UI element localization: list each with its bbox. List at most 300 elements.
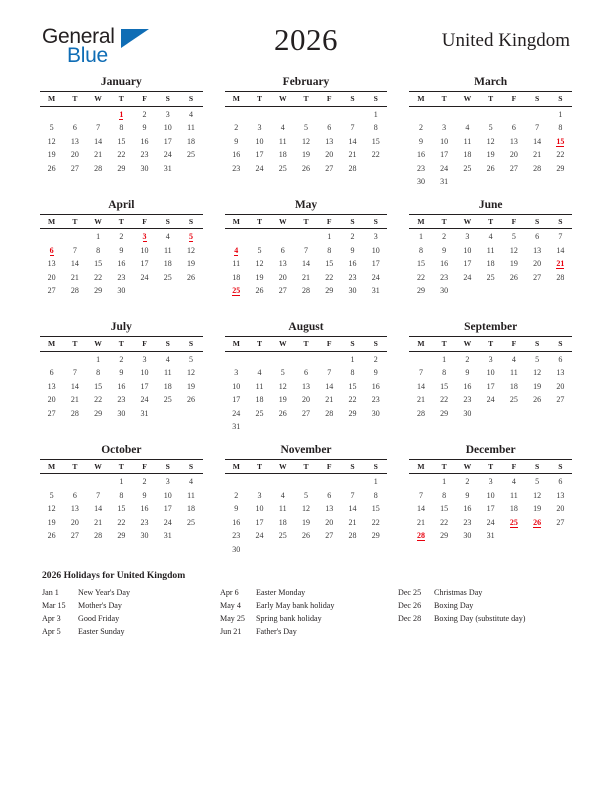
day-cell[interactable] [156, 487, 179, 500]
day-cell[interactable] [86, 147, 109, 160]
day-cell[interactable] [179, 501, 202, 514]
day-cell[interactable] [549, 120, 572, 133]
day-cell[interactable] [318, 365, 341, 378]
day-cell[interactable] [502, 160, 525, 173]
day-cell[interactable] [110, 283, 133, 296]
day-cell[interactable] [225, 487, 248, 500]
day-cell[interactable] [248, 378, 271, 391]
day-cell[interactable] [271, 147, 294, 160]
day-cell[interactable] [40, 392, 63, 405]
day-cell[interactable] [63, 120, 86, 133]
day-cell[interactable] [549, 351, 572, 365]
day-cell[interactable] [318, 133, 341, 146]
day-cell[interactable] [526, 378, 549, 391]
day-cell[interactable] [225, 501, 248, 514]
day-cell[interactable] [456, 528, 479, 541]
day-cell[interactable] [479, 487, 502, 500]
day-cell[interactable] [225, 392, 248, 405]
day-cell[interactable] [409, 242, 432, 255]
day-cell[interactable] [364, 528, 387, 541]
day-cell[interactable] [364, 120, 387, 133]
day-cell[interactable] [364, 283, 387, 296]
day-cell[interactable] [156, 147, 179, 160]
day-cell[interactable] [409, 405, 432, 418]
day-cell[interactable] [433, 242, 456, 255]
day-cell[interactable] [133, 106, 156, 120]
day-cell[interactable] [456, 133, 479, 146]
day-cell[interactable] [318, 514, 341, 527]
day-cell[interactable] [456, 514, 479, 527]
day-cell[interactable] [248, 147, 271, 160]
day-cell[interactable] [156, 229, 179, 243]
day-cell[interactable] [248, 283, 271, 296]
day-cell[interactable] [433, 147, 456, 160]
day-cell[interactable] [526, 269, 549, 282]
day-cell[interactable] [40, 378, 63, 391]
day-cell[interactable] [294, 392, 317, 405]
day-cell-holiday[interactable] [225, 242, 248, 255]
day-cell[interactable] [318, 160, 341, 173]
day-cell[interactable] [479, 365, 502, 378]
day-cell[interactable] [63, 378, 86, 391]
day-cell[interactable] [526, 256, 549, 269]
day-cell[interactable] [63, 269, 86, 282]
day-cell[interactable] [502, 365, 525, 378]
day-cell-holiday[interactable] [133, 229, 156, 243]
day-cell[interactable] [86, 283, 109, 296]
day-cell[interactable] [526, 487, 549, 500]
day-cell[interactable] [271, 501, 294, 514]
day-cell[interactable] [156, 365, 179, 378]
day-cell[interactable] [549, 501, 572, 514]
day-cell[interactable] [86, 514, 109, 527]
day-cell[interactable] [156, 474, 179, 488]
day-cell[interactable] [549, 474, 572, 488]
day-cell[interactable] [479, 147, 502, 160]
day-cell[interactable] [40, 501, 63, 514]
day-cell[interactable] [133, 514, 156, 527]
day-cell[interactable] [409, 392, 432, 405]
day-cell[interactable] [133, 133, 156, 146]
day-cell[interactable] [433, 392, 456, 405]
day-cell[interactable] [179, 269, 202, 282]
day-cell[interactable] [318, 378, 341, 391]
day-cell[interactable] [549, 106, 572, 120]
day-cell[interactable] [364, 405, 387, 418]
day-cell[interactable] [63, 283, 86, 296]
day-cell[interactable] [86, 405, 109, 418]
day-cell[interactable] [318, 147, 341, 160]
day-cell[interactable] [225, 365, 248, 378]
day-cell[interactable] [456, 229, 479, 243]
day-cell[interactable] [225, 514, 248, 527]
day-cell[interactable] [341, 283, 364, 296]
day-cell[interactable] [433, 269, 456, 282]
day-cell[interactable] [86, 365, 109, 378]
day-cell[interactable] [110, 269, 133, 282]
day-cell[interactable] [341, 160, 364, 173]
day-cell[interactable] [179, 106, 202, 120]
day-cell[interactable] [433, 405, 456, 418]
day-cell[interactable] [294, 365, 317, 378]
day-cell[interactable] [479, 133, 502, 146]
day-cell[interactable] [341, 351, 364, 365]
day-cell[interactable] [271, 256, 294, 269]
day-cell[interactable] [456, 365, 479, 378]
day-cell[interactable] [86, 487, 109, 500]
day-cell[interactable] [179, 242, 202, 255]
day-cell[interactable] [156, 501, 179, 514]
day-cell[interactable] [409, 378, 432, 391]
day-cell[interactable] [341, 405, 364, 418]
day-cell[interactable] [409, 120, 432, 133]
day-cell[interactable] [110, 256, 133, 269]
day-cell[interactable] [179, 487, 202, 500]
day-cell-holiday[interactable] [225, 283, 248, 296]
day-cell[interactable] [456, 351, 479, 365]
day-cell[interactable] [248, 405, 271, 418]
day-cell[interactable] [526, 229, 549, 243]
day-cell[interactable] [294, 160, 317, 173]
day-cell[interactable] [225, 405, 248, 418]
day-cell[interactable] [110, 242, 133, 255]
day-cell[interactable] [479, 160, 502, 173]
day-cell[interactable] [294, 242, 317, 255]
day-cell[interactable] [433, 160, 456, 173]
day-cell[interactable] [294, 133, 317, 146]
day-cell[interactable] [40, 405, 63, 418]
day-cell[interactable] [294, 487, 317, 500]
day-cell[interactable] [409, 133, 432, 146]
day-cell[interactable] [294, 501, 317, 514]
day-cell[interactable] [179, 256, 202, 269]
day-cell[interactable] [271, 120, 294, 133]
day-cell[interactable] [110, 487, 133, 500]
day-cell[interactable] [456, 120, 479, 133]
day-cell[interactable] [63, 160, 86, 173]
day-cell[interactable] [133, 501, 156, 514]
day-cell[interactable] [409, 147, 432, 160]
day-cell[interactable] [549, 365, 572, 378]
day-cell[interactable] [433, 528, 456, 541]
day-cell[interactable] [271, 528, 294, 541]
day-cell[interactable] [364, 106, 387, 120]
day-cell-holiday[interactable] [526, 514, 549, 527]
day-cell[interactable] [526, 365, 549, 378]
day-cell[interactable] [156, 242, 179, 255]
day-cell[interactable] [271, 283, 294, 296]
day-cell[interactable] [248, 501, 271, 514]
day-cell[interactable] [456, 501, 479, 514]
day-cell[interactable] [248, 242, 271, 255]
day-cell[interactable] [364, 392, 387, 405]
day-cell[interactable] [271, 365, 294, 378]
day-cell[interactable] [86, 133, 109, 146]
day-cell[interactable] [502, 487, 525, 500]
day-cell[interactable] [63, 487, 86, 500]
day-cell[interactable] [63, 242, 86, 255]
day-cell[interactable] [179, 365, 202, 378]
day-cell[interactable] [110, 501, 133, 514]
day-cell[interactable] [341, 528, 364, 541]
day-cell[interactable] [86, 528, 109, 541]
day-cell[interactable] [341, 229, 364, 243]
day-cell[interactable] [318, 283, 341, 296]
day-cell-holiday[interactable] [40, 242, 63, 255]
day-cell[interactable] [502, 269, 525, 282]
day-cell[interactable] [456, 474, 479, 488]
day-cell[interactable] [294, 120, 317, 133]
day-cell[interactable] [549, 229, 572, 243]
day-cell[interactable] [248, 487, 271, 500]
day-cell[interactable] [433, 501, 456, 514]
day-cell[interactable] [341, 514, 364, 527]
day-cell[interactable] [409, 501, 432, 514]
day-cell[interactable] [341, 269, 364, 282]
day-cell[interactable] [63, 528, 86, 541]
day-cell[interactable] [156, 106, 179, 120]
day-cell[interactable] [502, 474, 525, 488]
day-cell-holiday[interactable] [502, 514, 525, 527]
day-cell[interactable] [502, 147, 525, 160]
day-cell[interactable] [364, 378, 387, 391]
day-cell[interactable] [63, 501, 86, 514]
day-cell[interactable] [341, 147, 364, 160]
day-cell[interactable] [225, 541, 248, 554]
day-cell[interactable] [318, 501, 341, 514]
day-cell[interactable] [549, 242, 572, 255]
day-cell[interactable] [456, 147, 479, 160]
day-cell[interactable] [502, 501, 525, 514]
day-cell[interactable] [110, 392, 133, 405]
day-cell[interactable] [526, 392, 549, 405]
day-cell[interactable] [86, 120, 109, 133]
day-cell[interactable] [225, 419, 248, 432]
day-cell[interactable] [294, 378, 317, 391]
day-cell[interactable] [156, 378, 179, 391]
day-cell[interactable] [549, 160, 572, 173]
day-cell[interactable] [110, 147, 133, 160]
day-cell[interactable] [364, 501, 387, 514]
day-cell[interactable] [318, 405, 341, 418]
day-cell[interactable] [271, 133, 294, 146]
day-cell[interactable] [294, 528, 317, 541]
day-cell[interactable] [133, 378, 156, 391]
day-cell[interactable] [318, 120, 341, 133]
day-cell[interactable] [433, 351, 456, 365]
day-cell[interactable] [110, 474, 133, 488]
day-cell[interactable] [409, 514, 432, 527]
day-cell[interactable] [364, 147, 387, 160]
day-cell[interactable] [433, 487, 456, 500]
day-cell[interactable] [479, 242, 502, 255]
day-cell-holiday[interactable] [179, 229, 202, 243]
day-cell[interactable] [526, 474, 549, 488]
day-cell[interactable] [341, 242, 364, 255]
day-cell[interactable] [133, 392, 156, 405]
day-cell[interactable] [133, 365, 156, 378]
day-cell[interactable] [40, 365, 63, 378]
day-cell[interactable] [294, 283, 317, 296]
day-cell[interactable] [133, 474, 156, 488]
day-cell[interactable] [294, 147, 317, 160]
day-cell[interactable] [409, 269, 432, 282]
day-cell[interactable] [156, 120, 179, 133]
day-cell[interactable] [133, 147, 156, 160]
day-cell[interactable] [110, 351, 133, 365]
day-cell-holiday[interactable] [549, 256, 572, 269]
day-cell[interactable] [248, 269, 271, 282]
day-cell[interactable] [271, 514, 294, 527]
day-cell[interactable] [318, 392, 341, 405]
day-cell[interactable] [456, 242, 479, 255]
day-cell[interactable] [526, 133, 549, 146]
day-cell[interactable] [40, 120, 63, 133]
day-cell[interactable] [479, 120, 502, 133]
day-cell[interactable] [364, 487, 387, 500]
day-cell[interactable] [526, 501, 549, 514]
day-cell[interactable] [549, 392, 572, 405]
day-cell[interactable] [133, 160, 156, 173]
day-cell[interactable] [156, 351, 179, 365]
day-cell[interactable] [341, 392, 364, 405]
day-cell[interactable] [294, 405, 317, 418]
day-cell[interactable] [225, 269, 248, 282]
day-cell[interactable] [433, 133, 456, 146]
day-cell[interactable] [341, 256, 364, 269]
day-cell[interactable] [364, 365, 387, 378]
day-cell[interactable] [156, 133, 179, 146]
day-cell[interactable] [502, 256, 525, 269]
day-cell[interactable] [409, 174, 432, 187]
day-cell[interactable] [86, 256, 109, 269]
day-cell[interactable] [179, 120, 202, 133]
day-cell[interactable] [179, 147, 202, 160]
day-cell[interactable] [364, 351, 387, 365]
day-cell[interactable] [271, 160, 294, 173]
day-cell[interactable] [549, 378, 572, 391]
day-cell[interactable] [479, 351, 502, 365]
day-cell[interactable] [40, 487, 63, 500]
day-cell[interactable] [526, 351, 549, 365]
day-cell[interactable] [248, 133, 271, 146]
day-cell[interactable] [40, 147, 63, 160]
day-cell[interactable] [86, 160, 109, 173]
day-cell[interactable] [133, 487, 156, 500]
day-cell[interactable] [86, 392, 109, 405]
day-cell[interactable] [502, 242, 525, 255]
day-cell[interactable] [156, 160, 179, 173]
day-cell-holiday[interactable] [110, 106, 133, 120]
day-cell[interactable] [40, 269, 63, 282]
day-cell[interactable] [133, 256, 156, 269]
day-cell[interactable] [479, 256, 502, 269]
day-cell[interactable] [479, 269, 502, 282]
day-cell[interactable] [110, 528, 133, 541]
day-cell[interactable] [433, 229, 456, 243]
day-cell[interactable] [341, 120, 364, 133]
day-cell-holiday[interactable] [549, 133, 572, 146]
day-cell[interactable] [179, 474, 202, 488]
day-cell[interactable] [549, 269, 572, 282]
day-cell[interactable] [318, 528, 341, 541]
day-cell[interactable] [40, 514, 63, 527]
day-cell[interactable] [479, 514, 502, 527]
day-cell[interactable] [110, 365, 133, 378]
day-cell[interactable] [110, 229, 133, 243]
day-cell[interactable] [409, 283, 432, 296]
day-cell[interactable] [456, 256, 479, 269]
day-cell[interactable] [526, 120, 549, 133]
day-cell[interactable] [479, 501, 502, 514]
day-cell[interactable] [364, 269, 387, 282]
day-cell[interactable] [248, 160, 271, 173]
day-cell[interactable] [156, 392, 179, 405]
day-cell[interactable] [40, 256, 63, 269]
day-cell[interactable] [456, 378, 479, 391]
day-cell[interactable] [156, 256, 179, 269]
day-cell[interactable] [502, 392, 525, 405]
day-cell[interactable] [318, 269, 341, 282]
day-cell[interactable] [433, 120, 456, 133]
day-cell[interactable] [86, 269, 109, 282]
day-cell[interactable] [549, 514, 572, 527]
day-cell[interactable] [63, 147, 86, 160]
day-cell[interactable] [479, 392, 502, 405]
day-cell[interactable] [549, 487, 572, 500]
day-cell[interactable] [110, 514, 133, 527]
day-cell[interactable] [409, 229, 432, 243]
day-cell[interactable] [40, 160, 63, 173]
day-cell[interactable] [225, 378, 248, 391]
day-cell[interactable] [502, 351, 525, 365]
day-cell[interactable] [526, 147, 549, 160]
day-cell[interactable] [364, 133, 387, 146]
day-cell[interactable] [318, 242, 341, 255]
day-cell[interactable] [110, 120, 133, 133]
day-cell[interactable] [179, 351, 202, 365]
day-cell[interactable] [456, 405, 479, 418]
day-cell[interactable] [110, 378, 133, 391]
day-cell[interactable] [248, 514, 271, 527]
day-cell[interactable] [225, 528, 248, 541]
day-cell[interactable] [63, 514, 86, 527]
day-cell[interactable] [133, 528, 156, 541]
day-cell[interactable] [225, 133, 248, 146]
day-cell[interactable] [179, 133, 202, 146]
day-cell[interactable] [40, 133, 63, 146]
day-cell[interactable] [271, 392, 294, 405]
day-cell[interactable] [179, 378, 202, 391]
day-cell[interactable] [318, 487, 341, 500]
day-cell[interactable] [156, 528, 179, 541]
day-cell[interactable] [502, 229, 525, 243]
day-cell[interactable] [225, 120, 248, 133]
day-cell[interactable] [479, 474, 502, 488]
day-cell[interactable] [502, 120, 525, 133]
day-cell[interactable] [225, 147, 248, 160]
day-cell[interactable] [318, 229, 341, 243]
day-cell[interactable] [133, 242, 156, 255]
day-cell[interactable] [409, 487, 432, 500]
day-cell[interactable] [502, 133, 525, 146]
day-cell[interactable] [40, 528, 63, 541]
day-cell[interactable] [86, 501, 109, 514]
day-cell[interactable] [133, 269, 156, 282]
day-cell[interactable] [179, 514, 202, 527]
day-cell[interactable] [433, 378, 456, 391]
day-cell[interactable] [294, 269, 317, 282]
